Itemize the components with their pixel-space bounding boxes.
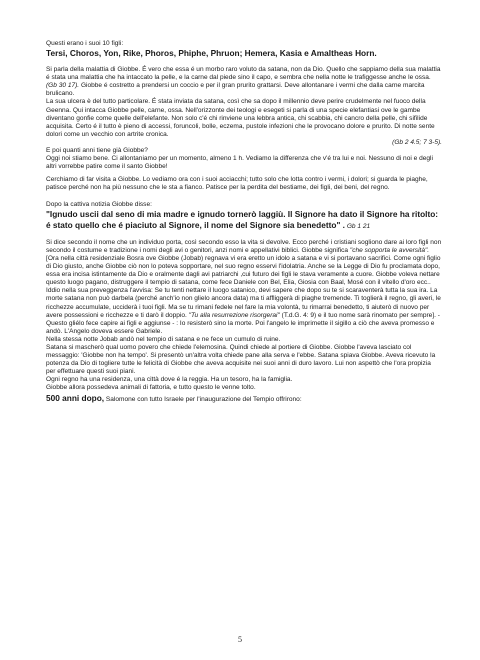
name-paragraph: [46, 239, 442, 336]
solomon-text: Salomone con tutto Israele per l'inaugurazione del Tempio offrirono:: [105, 395, 302, 403]
ulcer-ref: (Gb 2 4.5; 7 3-5).: [392, 138, 442, 146]
visit-paragraph: Cerchiamo di far visita a Giobbe. Lo vediamo ora con i suoi acciacchi; tutto solo che lotta contro i vermi, i dolori; si guarda le piaghe, patisce perché non ha più nessuno che le sta a fianco. Patisce per la perdita del bestiame, dei figli, dei beni, del regno.: [46, 176, 428, 192]
solomon-highlight: 500 anni dopo,: [46, 392, 105, 403]
name-text-c: e il tuo nome sarà rinomato per sempre]. - Questo gliélo fece capire ai figli e aggiunse - : Io resisterò sino la morte. Poi l'angelo le imprimette il sigillo a ciò che aveva promesso e andò. L'Angelo doveva essere Gabriele.: [46, 311, 440, 335]
document-body: [46, 40, 442, 404]
job-quote-text: "Ignudo uscii dal seno di mia madre e ignudo tornerò laggiù. Il Signore ha dato il Signore ha ritolto: é stato quello che é piaciuto al Signore, il nome del Signore sia benedetto" .: [46, 208, 439, 230]
illness-ref: (Gb 30 17).: [46, 82, 80, 90]
resurrection-quote: "Tu alla resurrezione risorgerai": [188, 311, 280, 319]
illness-text-b: Giobbe é costretto a prendersi un coccio e per il gran prurito grattarsi. Deve allontanare i vermi che dalla carne marcita brulicano.: [46, 82, 425, 98]
illness-text-a: Si parla della malattia di Giobbe. É vero che essa é un morbo raro voluto da satana, non da Dio. Quello che sappiamo della sua malattia é stata una malattia che ha intaccato la pelle, e la carne dal piede sino il capo, e sembra che nella notte le trafiggesse anche le ossa.: [46, 66, 441, 82]
ulcer-paragraph: La sua ulcera è del tutto particolare. É stata inviata da satana, così che sa dopo il millennio deve perire crudelmente nel fuoco della Geenna. Qui intacca Giobbe pelle, carne, ossa. Nell'orizzonte dei teologi e esegeti si parla di una specie elefantiasi ove le gambe diventano gonfie come quelle dell'elefante. Non solo c'é chi rinviene una lebbra antica, chi scabbia, chi cancro della pelle, chi sifilide acquisita. Certo é il tutto è pieno di accessi, foruncoli, bolle, eczema, pustole infezioni che le provocano dolore e prurito. Di notte sente dolori come un vecchio con artrite cronica.: [46, 98, 435, 138]
illness-paragraph: [46, 66, 442, 98]
name-text-b: [Ora nella città residenziale Bosra ove Giobbe (Jobab) regnava vi era eretto un idolo a satana e vi si portavano sacrifici. Come ogni figlio di Dio giusto, anche Giobbe ciò non lo poteva sopportare, nel suo regno esservi l'idolatria. Anche se la Legge di Dio fu proclamata dopo, essa era incisa istintamente da Dio e oralmente dagli avi patriarchi ,cui futuro dei figli le stava veramente a cuore. Giobbe voleva nettare questo luogo pagano, distruggere il tempio di satana, come fece Daniele con Bel, Elia, Giosia con Baal, Mosé con il vitello d'oro ecc.. Iddio nella sua preveggenza l'avvisa: Se tu tenti nettare il luogo satanico, devi sapere che dopo su te si scaraventerà tutta la sua ira. La morte satana non può darbela (perché anch'io non glielo ancora data) ma ti affliggerà di piaghe tremende. Ti toglierà il regno, gli averi, le ricchezze accumulate, ucciderà i tuoi figli. Ma se tu rimani fedele nel fare la mia volontà, tu rimarrai benedetto, ti aiuterò di nuovo per avere possessioni e ricchezze e ti darò il doppio.: [46, 254, 441, 319]
quote-intro: Dopo la cattiva notizia Giobbe disse:: [46, 200, 152, 208]
page-number: 5: [238, 635, 242, 644]
temple-paragraph: Nella stessa notte Jobab andò nel tempio di satana e ne fece un cumulo di ruine.: [46, 335, 281, 343]
job-quote: [46, 209, 442, 231]
children-intro: Questi erano i suoi 10 figli:: [46, 40, 124, 47]
satana-paragraph: Satana si mascherò qual uomo povero che chiede l'elemosina. Quindi chiede al portiere di Giobbe. Giobbe l'aveva lasciato col messaggio: 'Giobbe non ha tempo'. Si presentò un'altra volta chiede pane alla serva e l'ebbe. Satana spiava Giobbe. Aveva ricevuto la potenza da Dio di togliere tutte le felicità di Giobbe che aveva acquisite nei suoi anni di duro lavoro. Lui non aspettò che l'ora propizia per effettuare questi suoi piani.: [46, 344, 436, 376]
job-quote-ref: Gb 1 21: [346, 222, 371, 230]
name-meaning: "che sopporta le avversità".: [349, 246, 430, 254]
kingdom-line-2: Giobbe allora possedeva animali di fattoria, e tutto questo le venne tolto.: [46, 384, 256, 392]
age-paragraph: Oggi noi stiamo bene. Ci allontaniamo per un momento, almeno 1 h. Vediamo la differenza che v'é tra lui e noi. Nessuno di noi e degli altri vorrebbe patire come il santo Giobbe!: [46, 155, 433, 171]
children-names: Tersi, Choros, Yon, Rike, Phoros, Phiphe, Phruon; Hemera, Kasia e Amaltheas Horn.: [46, 48, 377, 59]
resurrection-ref: (T.d.G. 4: 9): [281, 311, 317, 319]
kingdom-line-1: Ogni regno ha una residenza, una città dove é la reggia. Ha un tesoro, ha la famiglia.: [46, 376, 293, 384]
solomon-line: [46, 393, 442, 404]
name-text-a: Si dice secondo il nome che un individuo porta, così secondo esso la vita si devolve. Ecco perché i cristiani sogliono dare ai loro figli non secondo il costume e tradizione i nomi degli avi o genitori, anzi nomi e appellativi biblici. Giobbe significa: [46, 238, 442, 254]
age-question: E poi quanti anni tiene già Giobbe?: [46, 147, 148, 155]
